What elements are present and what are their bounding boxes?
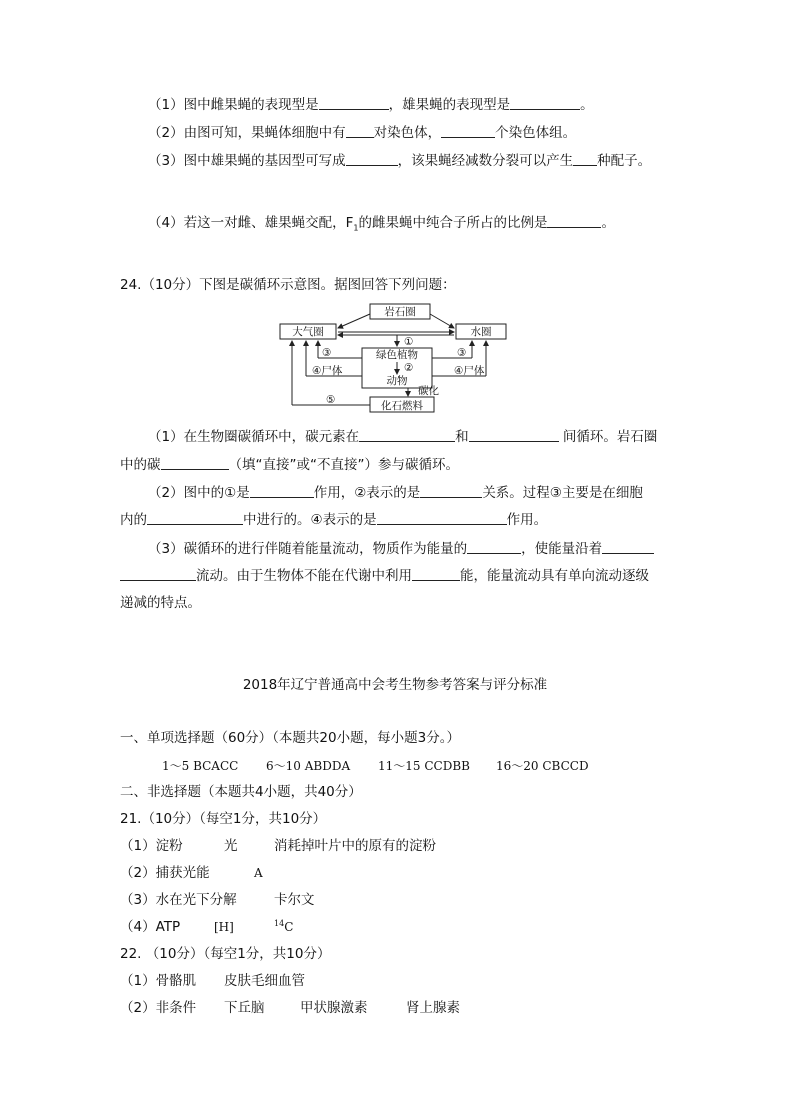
answer-blank [377, 511, 507, 525]
answer-blank [510, 96, 580, 110]
lithosphere-label: 岩石圈 [384, 306, 416, 318]
answer-blank [547, 214, 601, 228]
section1-answers-2: 6～10 ABDDA [266, 759, 351, 773]
process-4-right-label: ④尸体 [454, 365, 485, 377]
section1-answers-1: 1～5 BCACC [162, 759, 239, 773]
atmosphere-label: 大气圈 [292, 326, 324, 338]
animals-label: 动物 [386, 375, 408, 387]
process-3-left-label: ③ [322, 347, 332, 359]
green-plants-label: 绿色植物 [376, 349, 418, 361]
answer-blank [250, 484, 314, 498]
q21-row2: （2）捕获光能 A [120, 865, 263, 881]
q21-row1: （1）淀粉 光 消耗掉叶片中的原有的淀粉 [120, 838, 436, 854]
q24-part2-line2: 内的 中进行的。④表示的是 作用。 [120, 512, 548, 528]
q21-header: 21.（10分）（每空1分，共10分） [120, 811, 327, 827]
answer-blank [120, 567, 196, 581]
q24-part2-line1: （2）图中的①是 作用，②表示的是 关系。过程③主要是在细胞 [148, 485, 643, 501]
process-5-label: ⑤ [326, 394, 336, 406]
section1-answers-4: 16～20 CBCCD [496, 759, 589, 773]
fossil-fuel-label: 化石燃料 [381, 400, 423, 412]
answer-blank [420, 484, 482, 498]
q21-row4: （4）ATP [H] $^{14}$C [120, 919, 294, 935]
answer-blank [147, 511, 243, 525]
q23-part2: （2）由图可知，果蝇体细胞中有 对染色体， 个染色体组。 [148, 125, 577, 141]
answer-blank [469, 428, 559, 442]
q24-part3-line3: 递减的特点。 [120, 595, 201, 611]
answer-blank [346, 124, 374, 138]
q24-part3-line2: 流动。由于生物体不能在代谢中利用 能，能量流动具有单向流动逐级 [120, 567, 649, 585]
process-2-label: ② [404, 362, 414, 374]
answer-blank [467, 540, 521, 554]
q23-part3: （3）图中雄果蝇的基因型可写成 ，该果蝇经减数分裂可以产生 种配子。 [148, 153, 652, 169]
section1-header: 一、单项选择题（60分）（本题共20小题，每小题3分。） [120, 730, 460, 746]
section2-header: 二、非选择题（本题共4小题，共40分） [120, 784, 362, 800]
section1-answers-3: 11～15 CCDBB [378, 759, 470, 773]
process-3-right-label: ③ [457, 347, 467, 359]
process-1-label: ① [404, 336, 414, 348]
q22-row1: （1）骨骼肌 皮肤毛细血管 [120, 973, 305, 989]
q22-row2: （2）非条件 下丘脑 甲状腺激素 肾上腺素 [120, 1000, 460, 1016]
carbon-cycle-diagram [276, 300, 512, 416]
answer-blank [412, 567, 460, 581]
q23-part4: （4）若这一对雌、雄果蝇交配，$F_1$的雌果蝇中纯合子所占的比例是 。 [148, 215, 615, 233]
hydrosphere-label: 水圈 [470, 326, 492, 338]
answers-title: 2018年辽宁普通高中会考生物参考答案与评分标准 [242, 677, 548, 693]
answer-blank [319, 96, 389, 110]
q24-part3-line1: （3）碳循环的进行伴随着能量流动，物质作为能量的 ，使能量沿着 [148, 540, 654, 558]
q23-part1: （1）图中雌果蝇的表现型是 ，雄果蝇的表现型是 。 [148, 97, 594, 113]
q21-row3: （3）水在光下分解 卡尔文 [120, 892, 315, 908]
q22-header: 22. （10分）（每空1分，共10分） [120, 946, 331, 962]
q24-part1-line1: （1）在生物圈碳循环中，碳元素在 和 间循环。岩石圈 [148, 429, 658, 445]
answer-blank [602, 540, 654, 554]
carbonization-label: 碳化 [418, 385, 439, 397]
answer-blank [359, 428, 455, 442]
process-4-left-label: ④尸体 [312, 365, 343, 377]
answer-blank [346, 152, 398, 166]
answer-blank [573, 152, 597, 166]
answer-blank [441, 124, 495, 138]
q24-part1-line2: 中的碳 （填“直接”或“不直接”）参与碳循环。 [120, 457, 459, 473]
q24-stem: 24.（10分）下图是碳循环示意图。据图回答下列问题： [120, 277, 456, 293]
answer-blank [161, 456, 229, 470]
